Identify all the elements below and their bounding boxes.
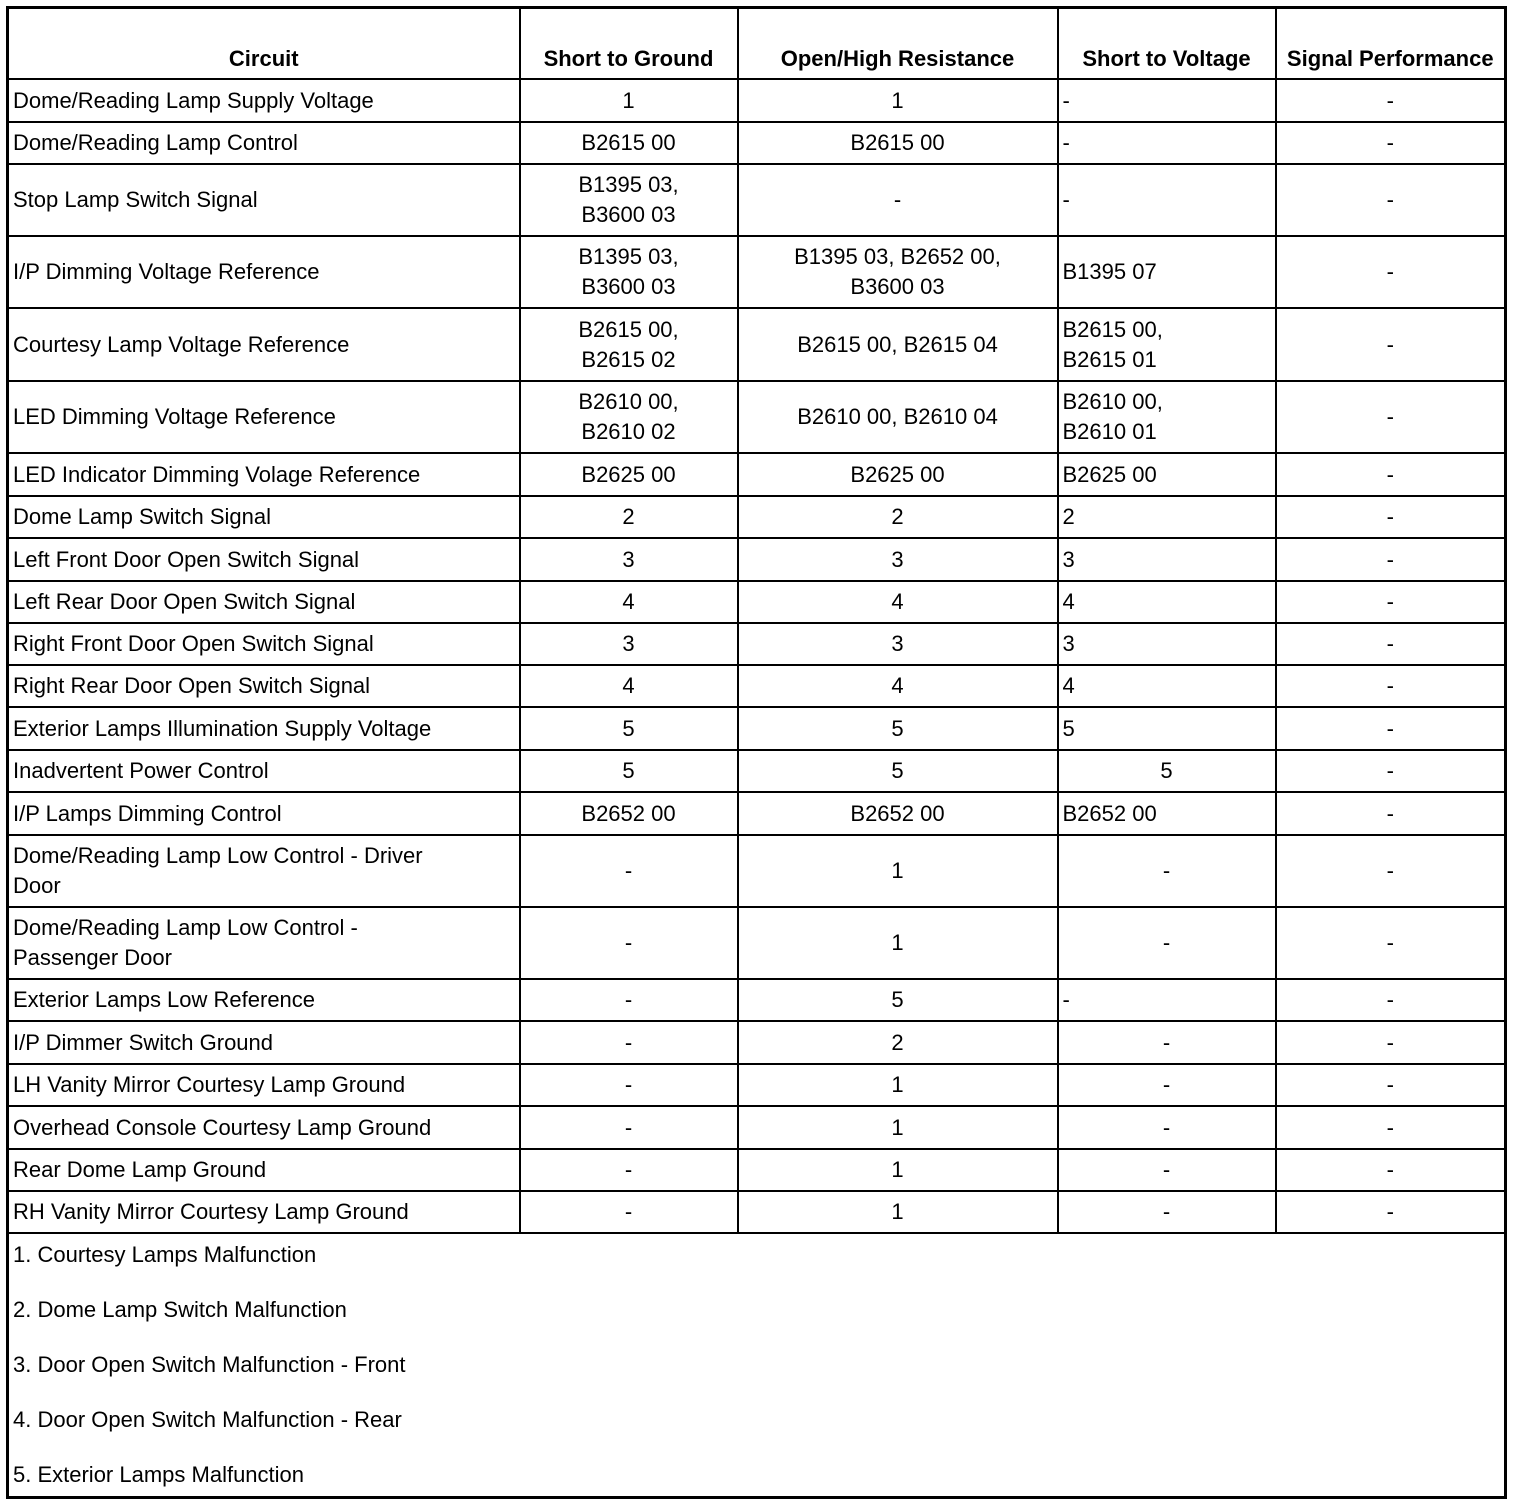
cell-short-to-voltage: - bbox=[1058, 1149, 1276, 1191]
cell-open-high-resistance: B1395 03, B2652 00, B3600 03 bbox=[738, 236, 1058, 308]
circuit-dtc-table bbox=[6, 6, 1507, 1499]
cell-circuit: I/P Lamps Dimming Control bbox=[8, 792, 520, 835]
cell-circuit: Right Rear Door Open Switch Signal bbox=[8, 665, 520, 707]
cell-short-to-ground: B2610 00, B2610 02 bbox=[520, 381, 738, 453]
cell-signal-performance: - bbox=[1276, 122, 1506, 164]
cell-short-to-ground: 2 bbox=[520, 496, 738, 538]
cell-open-high-resistance: 1 bbox=[738, 907, 1058, 979]
cell-signal-performance: - bbox=[1276, 538, 1506, 581]
cell-circuit: Stop Lamp Switch Signal bbox=[8, 164, 520, 236]
cell-short-to-voltage: 3 bbox=[1058, 538, 1276, 581]
cell-circuit: LED Indicator Dimming Volage Reference bbox=[8, 453, 520, 496]
cell-open-high-resistance: 1 bbox=[738, 79, 1058, 122]
cell-short-to-voltage: - bbox=[1058, 1106, 1276, 1149]
cell-short-to-ground: - bbox=[520, 979, 738, 1021]
cell-short-to-voltage: 5 bbox=[1058, 750, 1276, 792]
cell-short-to-voltage: B2625 00 bbox=[1058, 453, 1276, 496]
cell-short-to-ground: 5 bbox=[520, 750, 738, 792]
cell-open-high-resistance: 1 bbox=[738, 1191, 1058, 1233]
cell-circuit: I/P Dimming Voltage Reference bbox=[8, 236, 520, 308]
table-row bbox=[8, 538, 1506, 581]
cell-signal-performance: - bbox=[1276, 164, 1506, 236]
table-row bbox=[8, 907, 1506, 979]
cell-short-to-ground: B2625 00 bbox=[520, 453, 738, 496]
table-row bbox=[8, 308, 1506, 381]
cell-short-to-ground: B1395 03, B3600 03 bbox=[520, 236, 738, 308]
footnotes-row bbox=[8, 1233, 1506, 1498]
cell-open-high-resistance: B2610 00, B2610 04 bbox=[738, 381, 1058, 453]
footnote: 1. Courtesy Lamps Malfunction bbox=[13, 1242, 317, 1267]
cell-open-high-resistance: 4 bbox=[738, 581, 1058, 623]
cell-signal-performance: - bbox=[1276, 1064, 1506, 1106]
cell-short-to-ground: 4 bbox=[520, 581, 738, 623]
cell-short-to-voltage: - bbox=[1058, 979, 1276, 1021]
table-row bbox=[8, 1191, 1506, 1233]
table-row bbox=[8, 496, 1506, 538]
cell-circuit: Dome/Reading Lamp Control bbox=[8, 122, 520, 164]
cell-short-to-ground: 1 bbox=[520, 79, 738, 122]
cell-open-high-resistance: B2625 00 bbox=[738, 453, 1058, 496]
cell-short-to-voltage: - bbox=[1058, 1064, 1276, 1106]
cell-circuit: LH Vanity Mirror Courtesy Lamp Ground bbox=[8, 1064, 520, 1106]
cell-circuit: Courtesy Lamp Voltage Reference bbox=[8, 308, 520, 381]
cell-signal-performance: - bbox=[1276, 308, 1506, 381]
cell-signal-performance: - bbox=[1276, 453, 1506, 496]
table-row bbox=[8, 979, 1506, 1021]
cell-signal-performance: - bbox=[1276, 792, 1506, 835]
cell-short-to-voltage: 4 bbox=[1058, 581, 1276, 623]
cell-short-to-ground: 4 bbox=[520, 665, 738, 707]
cell-short-to-ground: - bbox=[520, 835, 738, 907]
table-row bbox=[8, 381, 1506, 453]
cell-open-high-resistance: B2615 00 bbox=[738, 122, 1058, 164]
table-row bbox=[8, 623, 1506, 665]
cell-open-high-resistance: 3 bbox=[738, 538, 1058, 581]
cell-open-high-resistance: - bbox=[738, 164, 1058, 236]
cell-open-high-resistance: 5 bbox=[738, 707, 1058, 750]
cell-signal-performance: - bbox=[1276, 750, 1506, 792]
cell-short-to-voltage: 4 bbox=[1058, 665, 1276, 707]
cell-signal-performance: - bbox=[1276, 907, 1506, 979]
cell-circuit: Dome/Reading Lamp Low Control - Passenger Door bbox=[8, 907, 520, 979]
cell-short-to-voltage: - bbox=[1058, 164, 1276, 236]
cell-short-to-ground: B1395 03, B3600 03 bbox=[520, 164, 738, 236]
cell-signal-performance: - bbox=[1276, 79, 1506, 122]
header-short-to-ground: Short to Ground bbox=[520, 8, 738, 80]
cell-circuit: Exterior Lamps Illumination Supply Voltage bbox=[8, 707, 520, 750]
cell-signal-performance: - bbox=[1276, 665, 1506, 707]
cell-short-to-ground: - bbox=[520, 1021, 738, 1064]
cell-short-to-voltage: B1395 07 bbox=[1058, 236, 1276, 308]
table-row bbox=[8, 1149, 1506, 1191]
table-row bbox=[8, 835, 1506, 907]
footnote: 3. Door Open Switch Malfunction - Front bbox=[13, 1352, 406, 1377]
header-row bbox=[8, 8, 1506, 80]
cell-circuit: Exterior Lamps Low Reference bbox=[8, 979, 520, 1021]
cell-circuit: Inadvertent Power Control bbox=[8, 750, 520, 792]
cell-open-high-resistance: 1 bbox=[738, 835, 1058, 907]
footnote: 4. Door Open Switch Malfunction - Rear bbox=[13, 1407, 402, 1432]
cell-signal-performance: - bbox=[1276, 496, 1506, 538]
cell-open-high-resistance: B2615 00, B2615 04 bbox=[738, 308, 1058, 381]
table-row bbox=[8, 792, 1506, 835]
cell-short-to-voltage: B2615 00, B2615 01 bbox=[1058, 308, 1276, 381]
cell-open-high-resistance: 1 bbox=[738, 1149, 1058, 1191]
cell-circuit: Right Front Door Open Switch Signal bbox=[8, 623, 520, 665]
cell-signal-performance: - bbox=[1276, 835, 1506, 907]
cell-circuit: Left Rear Door Open Switch Signal bbox=[8, 581, 520, 623]
cell-short-to-ground: 3 bbox=[520, 623, 738, 665]
cell-short-to-voltage: 5 bbox=[1058, 707, 1276, 750]
cell-circuit: LED Dimming Voltage Reference bbox=[8, 381, 520, 453]
cell-circuit: Left Front Door Open Switch Signal bbox=[8, 538, 520, 581]
table-row bbox=[8, 1021, 1506, 1064]
table-row bbox=[8, 1064, 1506, 1106]
cell-circuit: Rear Dome Lamp Ground bbox=[8, 1149, 520, 1191]
table-row bbox=[8, 581, 1506, 623]
cell-short-to-ground: 5 bbox=[520, 707, 738, 750]
cell-short-to-ground: - bbox=[520, 1191, 738, 1233]
table-row bbox=[8, 707, 1506, 750]
cell-open-high-resistance: 2 bbox=[738, 1021, 1058, 1064]
cell-open-high-resistance: 5 bbox=[738, 979, 1058, 1021]
cell-short-to-voltage: - bbox=[1058, 122, 1276, 164]
footnote: 2. Dome Lamp Switch Malfunction bbox=[13, 1297, 347, 1322]
header-short-to-voltage: Short to Voltage bbox=[1058, 8, 1276, 80]
footnotes bbox=[8, 1233, 1506, 1498]
table-row bbox=[8, 665, 1506, 707]
cell-circuit: I/P Dimmer Switch Ground bbox=[8, 1021, 520, 1064]
cell-open-high-resistance: 5 bbox=[738, 750, 1058, 792]
cell-signal-performance: - bbox=[1276, 1191, 1506, 1233]
cell-signal-performance: - bbox=[1276, 236, 1506, 308]
header-signal-performance: Signal Performance bbox=[1276, 8, 1506, 80]
header-open-high-resistance: Open/High Resistance bbox=[738, 8, 1058, 80]
cell-circuit: Overhead Console Courtesy Lamp Ground bbox=[8, 1106, 520, 1149]
cell-short-to-voltage: 2 bbox=[1058, 496, 1276, 538]
cell-open-high-resistance: 1 bbox=[738, 1106, 1058, 1149]
cell-open-high-resistance: 4 bbox=[738, 665, 1058, 707]
cell-short-to-ground: B2615 00, B2615 02 bbox=[520, 308, 738, 381]
table-row bbox=[8, 122, 1506, 164]
cell-signal-performance: - bbox=[1276, 381, 1506, 453]
cell-open-high-resistance: 2 bbox=[738, 496, 1058, 538]
cell-short-to-ground: - bbox=[520, 1149, 738, 1191]
cell-short-to-voltage: - bbox=[1058, 835, 1276, 907]
cell-signal-performance: - bbox=[1276, 1149, 1506, 1191]
cell-short-to-ground: 3 bbox=[520, 538, 738, 581]
table-row bbox=[8, 453, 1506, 496]
cell-signal-performance: - bbox=[1276, 1106, 1506, 1149]
cell-signal-performance: - bbox=[1276, 623, 1506, 665]
cell-open-high-resistance: 3 bbox=[738, 623, 1058, 665]
cell-short-to-voltage: 3 bbox=[1058, 623, 1276, 665]
cell-signal-performance: - bbox=[1276, 707, 1506, 750]
cell-short-to-voltage: - bbox=[1058, 1191, 1276, 1233]
cell-short-to-voltage: B2610 00, B2610 01 bbox=[1058, 381, 1276, 453]
cell-short-to-ground: - bbox=[520, 907, 738, 979]
cell-signal-performance: - bbox=[1276, 1021, 1506, 1064]
cell-short-to-voltage: B2652 00 bbox=[1058, 792, 1276, 835]
table-row bbox=[8, 79, 1506, 122]
cell-short-to-voltage: - bbox=[1058, 1021, 1276, 1064]
header-circuit: Circuit bbox=[8, 8, 520, 80]
table-row bbox=[8, 750, 1506, 792]
cell-circuit: Dome/Reading Lamp Low Control - Driver Door bbox=[8, 835, 520, 907]
table-row bbox=[8, 1106, 1506, 1149]
cell-short-to-ground: B2615 00 bbox=[520, 122, 738, 164]
footnote: 5. Exterior Lamps Malfunction bbox=[13, 1462, 305, 1487]
cell-circuit: Dome Lamp Switch Signal bbox=[8, 496, 520, 538]
table-row bbox=[8, 236, 1506, 308]
cell-signal-performance: - bbox=[1276, 979, 1506, 1021]
cell-signal-performance: - bbox=[1276, 581, 1506, 623]
cell-circuit: Dome/Reading Lamp Supply Voltage bbox=[8, 79, 520, 122]
cell-open-high-resistance: 1 bbox=[738, 1064, 1058, 1106]
cell-circuit: RH Vanity Mirror Courtesy Lamp Ground bbox=[8, 1191, 520, 1233]
cell-short-to-voltage: - bbox=[1058, 907, 1276, 979]
cell-short-to-ground: - bbox=[520, 1064, 738, 1106]
table-row bbox=[8, 164, 1506, 236]
cell-short-to-ground: - bbox=[520, 1106, 738, 1149]
cell-short-to-voltage: - bbox=[1058, 79, 1276, 122]
cell-short-to-ground: B2652 00 bbox=[520, 792, 738, 835]
cell-open-high-resistance: B2652 00 bbox=[738, 792, 1058, 835]
